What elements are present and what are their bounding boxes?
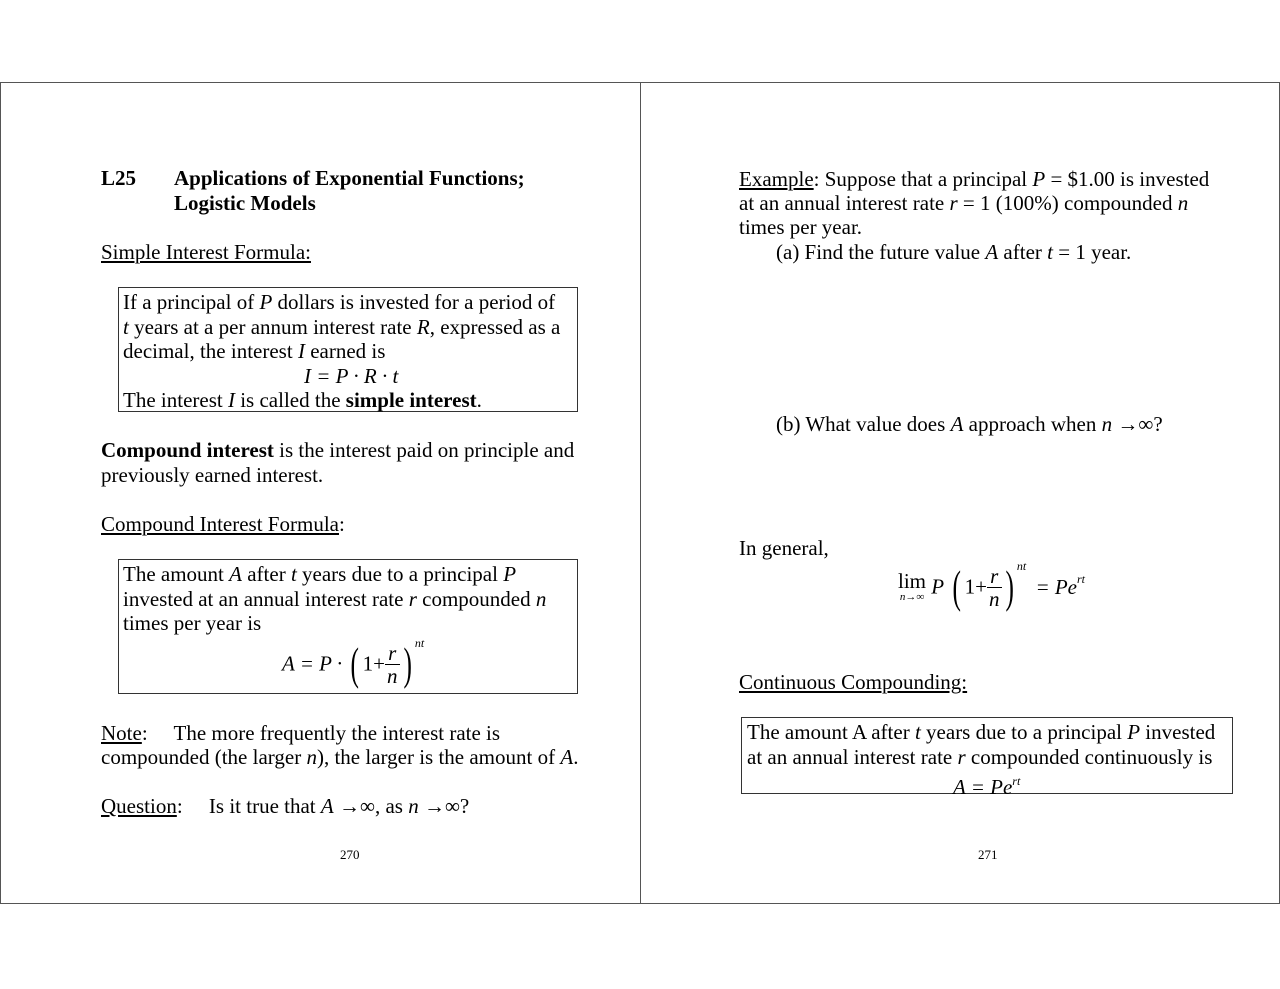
left-page [0, 82, 641, 904]
compound-interest-title: Compound Interest Formula: [101, 512, 345, 536]
part-a: (a) Find the future value A after t = 1 year. [776, 240, 1132, 264]
compound-definition-line1: Compound interest is the interest paid on principle and [101, 438, 575, 462]
compound-box-line3: times per year is [123, 611, 262, 635]
example-line2: at an annual interest rate r = 1 (100%) compounded n [739, 191, 1189, 215]
simple-box-line3: decimal, the interest I earned is [123, 339, 386, 363]
compound-box-line1: The amount A after t years due to a principal P [123, 562, 517, 586]
continuous-box-line1: The amount A after t years due to a principal P invested [747, 720, 1216, 744]
limit-formula: lim n→∞ P ( 1+ $\frac{r}{n}$ ) $^{nt} = Pe^{rt}$ [898, 559, 1086, 613]
part-b: (b) What value does A approach when n →∞? [776, 412, 1163, 436]
page-number-right: 271 [978, 847, 998, 862]
simple-interest-formula: I = P · R · t [304, 364, 399, 388]
compound-box-line2: invested at an annual interest rate r compounded n [123, 587, 547, 611]
example-line3: times per year. [739, 215, 863, 239]
continuous-formula: $A = Pe^{rt}$ [953, 774, 1021, 799]
simple-box-line5: The interest I is called the simple interest. [123, 388, 482, 412]
compound-definition-line2: previously earned interest. [101, 463, 324, 487]
simple-interest-title: Simple Interest Formula: [101, 240, 311, 264]
in-general-label: In general, [739, 536, 829, 560]
page-number-left: 270 [340, 847, 360, 862]
note-line2: compounded (the larger n), the larger is the amount of A. [101, 745, 579, 769]
compound-interest-formula: A = P · ( 1+ $\frac{r}{n}$ ) $^{nt}$ [282, 636, 425, 690]
lecture-title-line2: Logistic Models [174, 191, 316, 215]
continuous-box-line2: at an annual interest rate r compounded continuously is [747, 745, 1213, 769]
simple-box-line1: If a principal of P dollars is invested for a period of [123, 290, 556, 314]
example-line1: Example: Suppose that a principal P = $1.00 is invested [739, 167, 1210, 191]
question-line: Question: Is it true that A →∞, as n →∞? [101, 794, 470, 818]
note-line1: Note: The more frequently the interest rate is [101, 721, 501, 745]
lecture-code: L25 [101, 166, 137, 190]
simple-box-line2: t years at a per annum interest rate R, expressed as a [123, 315, 561, 339]
continuous-compounding-title: Continuous Compounding: [739, 670, 968, 694]
lecture-title-line1: Applications of Exponential Functions; [174, 166, 525, 190]
